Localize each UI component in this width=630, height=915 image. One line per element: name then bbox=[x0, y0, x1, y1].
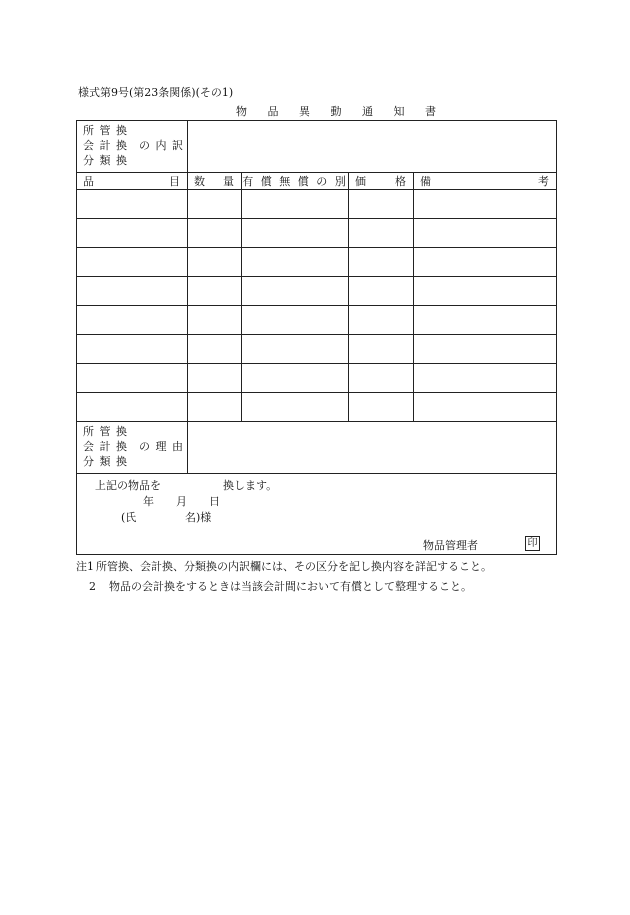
paid-cell[interactable] bbox=[242, 248, 349, 277]
form-number: 様式第9号(第23条関係)(その1) bbox=[78, 86, 234, 99]
reason-line2a: 会 計 換 bbox=[83, 440, 128, 453]
quantity-cell[interactable] bbox=[188, 219, 242, 248]
recipient-name-line: (氏 名)様 bbox=[121, 511, 212, 524]
paid-cell[interactable] bbox=[242, 190, 349, 219]
price-cell[interactable] bbox=[349, 364, 414, 393]
reason-line2b: の 理 由 bbox=[139, 440, 184, 453]
note-1: 注1 所管換、会計換、分類換の内訳欄には、その区分を記し換内容を詳記すること。 bbox=[76, 560, 492, 573]
statement-line: 上記の物品を 換します。 bbox=[95, 479, 278, 492]
paid-cell[interactable] bbox=[242, 219, 349, 248]
breakdown-line2a: 会 計 換 bbox=[83, 139, 128, 152]
item-cell[interactable] bbox=[77, 393, 188, 422]
quantity-cell[interactable] bbox=[188, 306, 242, 335]
breakdown-line1: 所 管 換 bbox=[83, 124, 128, 137]
item-cell[interactable] bbox=[77, 219, 188, 248]
notice-statement bbox=[77, 474, 557, 555]
header-remarks: 備 考 bbox=[414, 173, 557, 190]
quantity-cell[interactable] bbox=[188, 393, 242, 422]
reason-line3: 分 類 換 bbox=[83, 455, 128, 468]
item-cell[interactable] bbox=[77, 248, 188, 277]
price-cell[interactable] bbox=[349, 248, 414, 277]
header-paid-unpaid: 有 償 無 償 の 別 bbox=[242, 173, 349, 190]
property-manager-label: 物品管理者 bbox=[423, 539, 478, 552]
breakdown-label bbox=[77, 121, 188, 173]
price-cell[interactable] bbox=[349, 190, 414, 219]
table-row bbox=[77, 248, 557, 277]
table-row bbox=[77, 364, 557, 393]
form-title: 物 品 異 動 通 知 書 bbox=[236, 105, 445, 118]
header-item: 品 目 bbox=[77, 173, 188, 190]
remarks-cell[interactable] bbox=[414, 306, 557, 335]
remarks-cell[interactable] bbox=[414, 190, 557, 219]
remarks-cell[interactable] bbox=[414, 248, 557, 277]
table-row bbox=[77, 306, 557, 335]
remarks-cell[interactable] bbox=[414, 277, 557, 306]
table-row bbox=[77, 190, 557, 219]
item-cell[interactable] bbox=[77, 306, 188, 335]
header-quantity: 数 量 bbox=[188, 173, 242, 190]
table-row bbox=[77, 277, 557, 306]
price-cell[interactable] bbox=[349, 219, 414, 248]
item-cell[interactable] bbox=[77, 364, 188, 393]
paid-cell[interactable] bbox=[242, 306, 349, 335]
reason-input[interactable] bbox=[188, 422, 557, 474]
price-cell[interactable] bbox=[349, 335, 414, 364]
paid-cell[interactable] bbox=[242, 393, 349, 422]
item-cell[interactable] bbox=[77, 190, 188, 219]
price-cell[interactable] bbox=[349, 306, 414, 335]
paid-cell[interactable] bbox=[242, 277, 349, 306]
date-line: 年 月 日 bbox=[143, 495, 220, 508]
paid-cell[interactable] bbox=[242, 335, 349, 364]
quantity-cell[interactable] bbox=[188, 277, 242, 306]
remarks-cell[interactable] bbox=[414, 335, 557, 364]
item-cell[interactable] bbox=[77, 335, 188, 364]
remarks-cell[interactable] bbox=[414, 393, 557, 422]
reason-line1: 所 管 換 bbox=[83, 425, 128, 438]
quantity-cell[interactable] bbox=[188, 335, 242, 364]
table-row bbox=[77, 219, 557, 248]
note-2: 2 物品の会計換をするときは当該会計間において有償として整理すること。 bbox=[89, 580, 472, 593]
table-row bbox=[77, 335, 557, 364]
header-price: 価 格 bbox=[349, 173, 414, 190]
reason-label bbox=[77, 422, 188, 474]
notice-table bbox=[76, 120, 557, 555]
price-cell[interactable] bbox=[349, 277, 414, 306]
quantity-cell[interactable] bbox=[188, 248, 242, 277]
breakdown-input[interactable] bbox=[188, 121, 557, 173]
quantity-cell[interactable] bbox=[188, 364, 242, 393]
price-cell[interactable] bbox=[349, 393, 414, 422]
breakdown-line3: 分 類 換 bbox=[83, 154, 128, 167]
remarks-cell[interactable] bbox=[414, 219, 557, 248]
paid-cell[interactable] bbox=[242, 364, 349, 393]
breakdown-line2b: の 内 訳 bbox=[139, 139, 184, 152]
remarks-cell[interactable] bbox=[414, 364, 557, 393]
table-row bbox=[77, 393, 557, 422]
seal-mark: 印 bbox=[525, 536, 540, 551]
quantity-cell[interactable] bbox=[188, 190, 242, 219]
item-cell[interactable] bbox=[77, 277, 188, 306]
